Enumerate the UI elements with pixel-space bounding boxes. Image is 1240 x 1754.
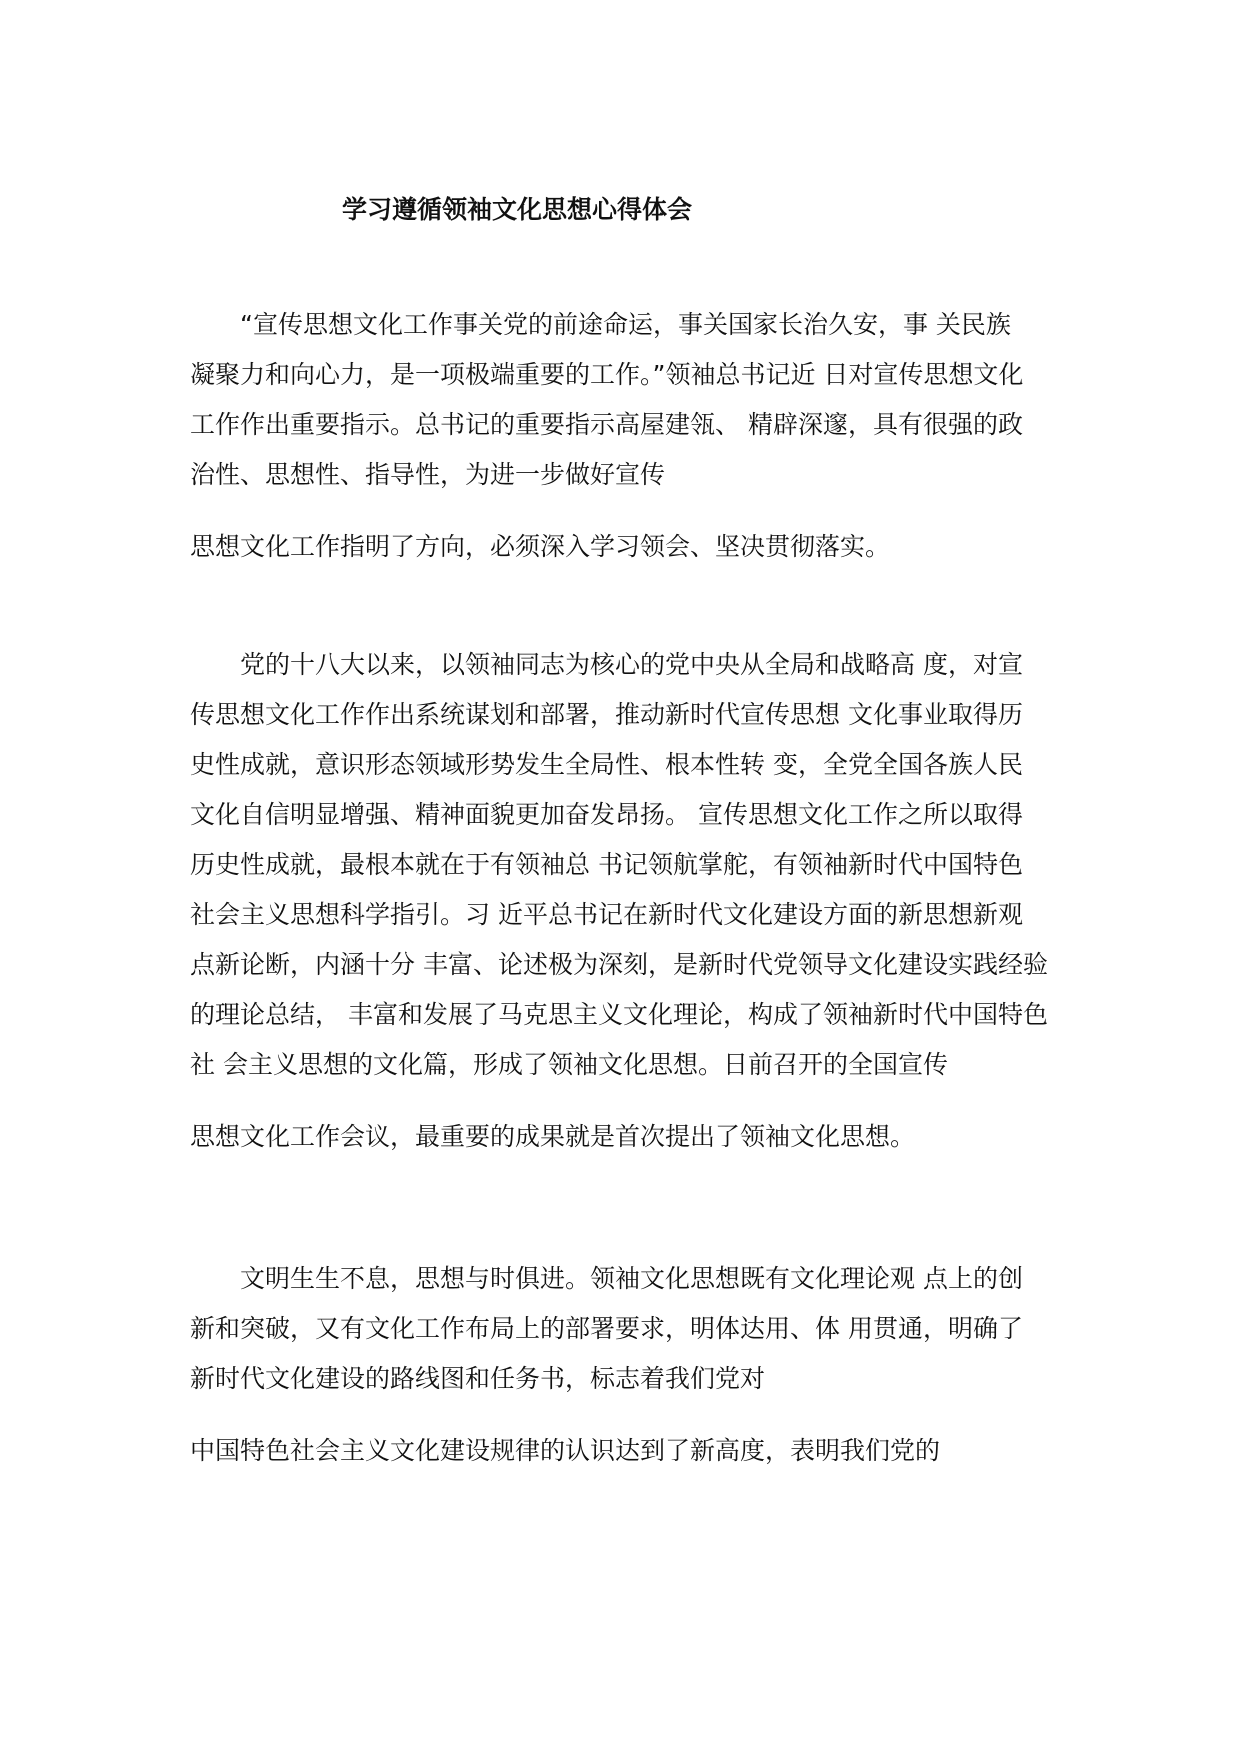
paragraph-3-line-3: 史性成就，意识形态领域形势发生全局性、根本性转 变，全党全国各族人民 <box>190 750 1023 779</box>
paragraph-3-line-4: 文化自信明显增强、精神面貌更加奋发昂扬。 宣传思想文化工作之所以取得 <box>190 800 1023 829</box>
paragraph-5-line-1: 文明生生不息，思想与时俱进。领袖文化思想既有文化理论观 点上的创 <box>240 1264 1023 1293</box>
paragraph-6-line-1: 中国特色社会主义文化建设规律的认识达到了新高度，表明我们党的 <box>190 1436 941 1465</box>
paragraph-5-line-2: 新和突破，又有文化工作布局上的部署要求，明体达用、体 用贯通，明确了 <box>190 1314 1023 1343</box>
paragraph-3-line-8: 的理论总结， 丰富和发展了马克思主义文化理论，构成了领袖新时代中国特色 <box>190 1000 1048 1029</box>
paragraph-3-line-2: 传思想文化工作作出系统谋划和部署，推动新时代宣传思想 文化事业取得历 <box>190 700 1023 729</box>
paragraph-3-line-1: 党的十八大以来，以领袖同志为核心的党中央从全局和战略高 度，对宣 <box>240 650 1023 679</box>
paragraph-1-line-3: 工作作出重要指示。总书记的重要指示高屋建瓴、 精辟深邃，具有很强的政 <box>190 410 1023 439</box>
paragraph-1-line-1: “宣传思想文化工作事关党的前途命运，事关国家长治久安，事 关民族 <box>240 310 1011 339</box>
paragraph-5-line-3: 新时代文化建设的路线图和任务书，标志着我们党对 <box>190 1364 766 1393</box>
paragraph-3-line-6: 社会主义思想科学指引。习 近平总书记在新时代文化建设方面的新思想新观 <box>190 900 1023 929</box>
paragraph-1-line-4: 治性、思想性、指导性，为进一步做好宣传 <box>190 460 666 489</box>
paragraph-3-line-5: 历史性成就，最根本就在于有领袖总 书记领航掌舵，有领袖新时代中国特色 <box>190 850 1023 879</box>
paragraph-1-line-2: 凝聚力和向心力，是一项极端重要的工作。”领袖总书记近 日对宣传思想文化 <box>190 360 1024 389</box>
paragraph-3-line-7: 点新论断，内涵十分 丰富、论述极为深刻，是新时代党领导文化建设实践经验 <box>190 950 1048 979</box>
paragraph-4-line-1: 思想文化工作会议，最重要的成果就是首次提出了领袖文化思想。 <box>190 1122 916 1151</box>
document-title: 学习遵循领袖文化思想心得体会 <box>342 195 693 224</box>
paragraph-2-line-1: 思想文化工作指明了方向，必须深入学习领会、坚决贯彻落实。 <box>190 532 891 561</box>
paragraph-3-line-9: 社 会主义思想的文化篇，形成了领袖文化思想。日前召开的全国宣传 <box>190 1050 948 1079</box>
